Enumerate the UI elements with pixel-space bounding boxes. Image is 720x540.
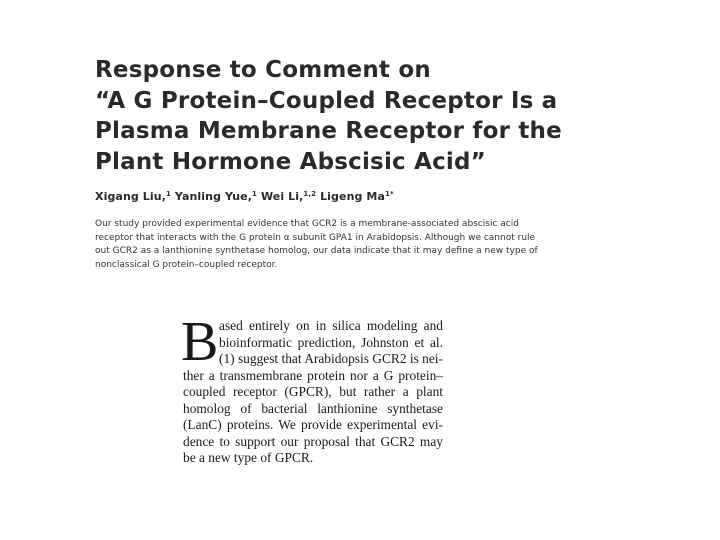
title-line: Plant Hormone Abscisic Acid” xyxy=(95,148,486,175)
body-line: bioinformatic prediction, Johnston et al. xyxy=(219,334,443,350)
abstract-line: nonclassical G protein–coupled receptor. xyxy=(95,259,278,270)
article-title xyxy=(95,55,562,177)
abstract-line: out GCR2 as a lanthionine synthetase homolog, our data indicate that it may define a new type of xyxy=(95,246,538,257)
body-line: coupled receptor (GPCR), but rather a plant xyxy=(183,384,443,399)
abstract-line: receptor that interacts with the G protein α subunit GPA1 in Arabidopsis. Although we cannot rule xyxy=(95,232,536,243)
title-line: “A G Protein–Coupled Receptor Is a xyxy=(95,87,558,114)
title-line: Plasma Membrane Receptor for the xyxy=(95,118,562,144)
author-affiliation: 1 xyxy=(252,190,258,198)
author-affiliation: 1 xyxy=(165,190,171,198)
body-line: ased entirely on in silica modeling and xyxy=(219,318,443,333)
author-affiliation: 1,2 xyxy=(303,190,317,198)
body-line: ther a transmembrane protein nor a G protein– xyxy=(183,367,443,383)
body-line: (1) suggest that Arabidopsis GCR2 is nei- xyxy=(219,351,443,366)
body-line: dence to support our proposal that GCR2 may xyxy=(183,433,443,449)
author-name: Wei Li, xyxy=(260,190,304,203)
body-line: be a new type of GPCR. xyxy=(183,450,314,465)
author-name: Ligeng Ma xyxy=(320,190,385,203)
author-affiliation: 1* xyxy=(384,190,394,198)
body-paragraph xyxy=(183,318,443,467)
abstract-line: Our study provided experimental evidence that GCR2 is a membrane-associated abscisic acid xyxy=(95,219,519,229)
author-list xyxy=(95,190,394,203)
title-line: Response to Comment on xyxy=(95,57,431,83)
author-name: Yanling Yue, xyxy=(174,190,253,203)
body-line: (LanC) proteins. We provide experimental evi- xyxy=(183,417,443,432)
abstract xyxy=(95,218,565,272)
author-name: Xigang Liu, xyxy=(95,190,166,203)
drop-cap: B xyxy=(181,311,219,373)
body-line: homolog of bacterial lanthionine synthetase xyxy=(183,400,443,416)
